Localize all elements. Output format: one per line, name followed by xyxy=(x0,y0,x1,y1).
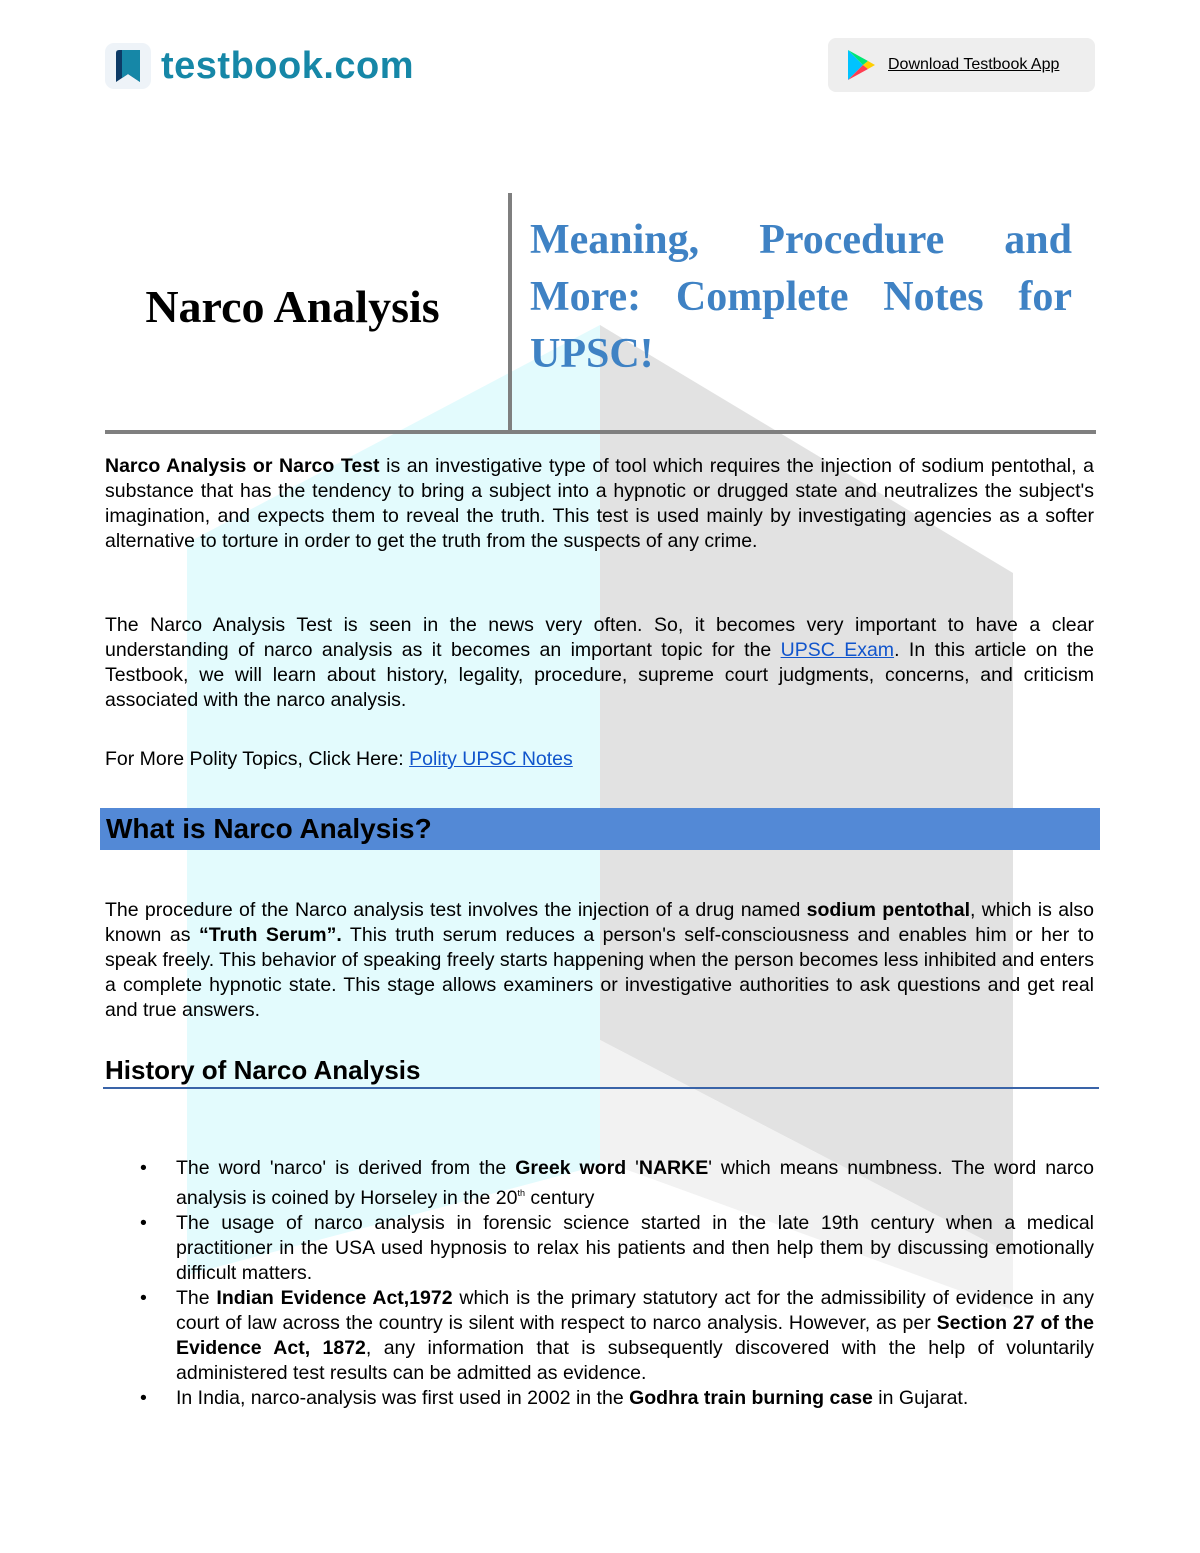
list-item xyxy=(140,1286,1094,1386)
importance-paragraph xyxy=(105,613,1094,713)
item-bold: Greek word xyxy=(515,1157,627,1179)
list-item xyxy=(140,1386,1094,1411)
item-text: century xyxy=(524,1187,595,1209)
item-text: ' which means numbness. The word narco analysis is coined by Horseley in the 20 xyxy=(176,1157,1094,1209)
sodium-pentothal-term: sodium pentothal xyxy=(806,899,970,921)
list-item xyxy=(140,1211,1094,1286)
polity-topics-paragraph xyxy=(105,747,1094,772)
intro-text: is an investigative type of tool which requires the injection of sodium pentothal, a substance that has the tendency to bring a subject into a hypnotic or drugged state and neutralizes the subject's imagination, and expects them to reveal the truth. This test is used mainly by investigating agencies as a softer alternative to torture in order to get the truth from the suspects of any crime. xyxy=(105,455,1094,552)
bullet-icon: • xyxy=(140,1387,147,1409)
intro-paragraph xyxy=(105,454,1094,554)
page-subtitle: Meaning, Procedure and More: Complete Notes for UPSC! xyxy=(530,217,1072,377)
list-item xyxy=(140,1156,1094,1211)
item-text: The usage of narco analysis in forensic science started in the late 19th century when a medical practitioner in the USA used hypnosis to relax his patients and then help them by discussing emotionally difficult matters. xyxy=(176,1212,1094,1284)
bullet-icon: • xyxy=(140,1287,147,1309)
section-heading-history: History of Narco Analysis xyxy=(105,1055,421,1085)
item-bold: Section 27 of the Evidence Act, 1872 xyxy=(176,1312,1094,1359)
item-text: ' xyxy=(626,1157,639,1179)
download-app-button[interactable] xyxy=(828,38,1095,92)
bullet-icon: • xyxy=(140,1212,147,1234)
item-superscript: th xyxy=(517,1188,525,1198)
item-text: in Gujarat. xyxy=(872,1387,969,1409)
item-text: In India, narco-analysis was first used in 2002 in the xyxy=(176,1387,630,1409)
item-text: , any information that is subsequently discovered with the help of voluntarily administered test results can be admitted as evidence. xyxy=(176,1337,1094,1384)
upsc-exam-link[interactable]: UPSC Exam xyxy=(780,639,895,661)
polity-topics-label: For More Polity Topics, Click Here: xyxy=(105,748,410,770)
logo-text: testbook.com xyxy=(161,44,415,87)
download-app-link[interactable]: Download Testbook App xyxy=(888,56,1060,73)
truth-serum-term: “Truth Serum”. xyxy=(198,924,342,946)
procedure-paragraph xyxy=(105,898,1094,1023)
polity-notes-link[interactable]: Polity UPSC Notes xyxy=(409,748,573,770)
procedure-text: The procedure of the Narco analysis test involves the injection of a drug named xyxy=(105,899,807,921)
item-text: The xyxy=(176,1287,217,1309)
section-heading-what: What is Narco Analysis? xyxy=(106,813,432,844)
item-bold: NARKE xyxy=(638,1157,709,1179)
procedure-text-3: This truth serum reduces a person's self-consciousness and enables him or her to speak freely. This behavior of speaking freely starts happening when the person becomes less inhibited and enters a complete hypnotic state. This stage allows examiners or investigative authorities to ask questions and get real and true answers. xyxy=(105,924,1094,1021)
procedure-text-2: , which is also known as xyxy=(105,899,1094,946)
importance-text-tail: . In this article on the Testbook, we will learn about history, legality, procedure, supreme court judgments, concerns, and criticism associated with the narco analysis. xyxy=(105,639,1094,711)
history-underline xyxy=(103,1087,1099,1089)
intro-bold: Narco Analysis or Narco Test xyxy=(105,455,380,477)
bookmark-icon xyxy=(105,43,151,89)
title-divider xyxy=(508,193,512,430)
section-heading-band xyxy=(100,808,1100,850)
item-text: which is the primary statutory act for the admissibility of evidence in any court of law across the country is silent with respect to narco analysis. However, as per xyxy=(176,1287,1094,1334)
history-list xyxy=(140,1156,1094,1411)
item-text: The word 'narco' is derived from the xyxy=(176,1157,516,1179)
page-title: Narco Analysis xyxy=(145,281,440,332)
testbook-logo[interactable] xyxy=(105,38,414,94)
bullet-icon: • xyxy=(140,1157,147,1179)
importance-text: The Narco Analysis Test is seen in the news very often. So, it becomes very important to have a clear understanding of narco analysis as it becomes an important topic for the xyxy=(105,614,1094,661)
item-bold: Indian Evidence Act,1972 xyxy=(216,1287,453,1309)
title-rule xyxy=(105,430,1096,434)
item-bold: Godhra train burning case xyxy=(629,1387,873,1409)
google-play-icon xyxy=(846,49,876,81)
